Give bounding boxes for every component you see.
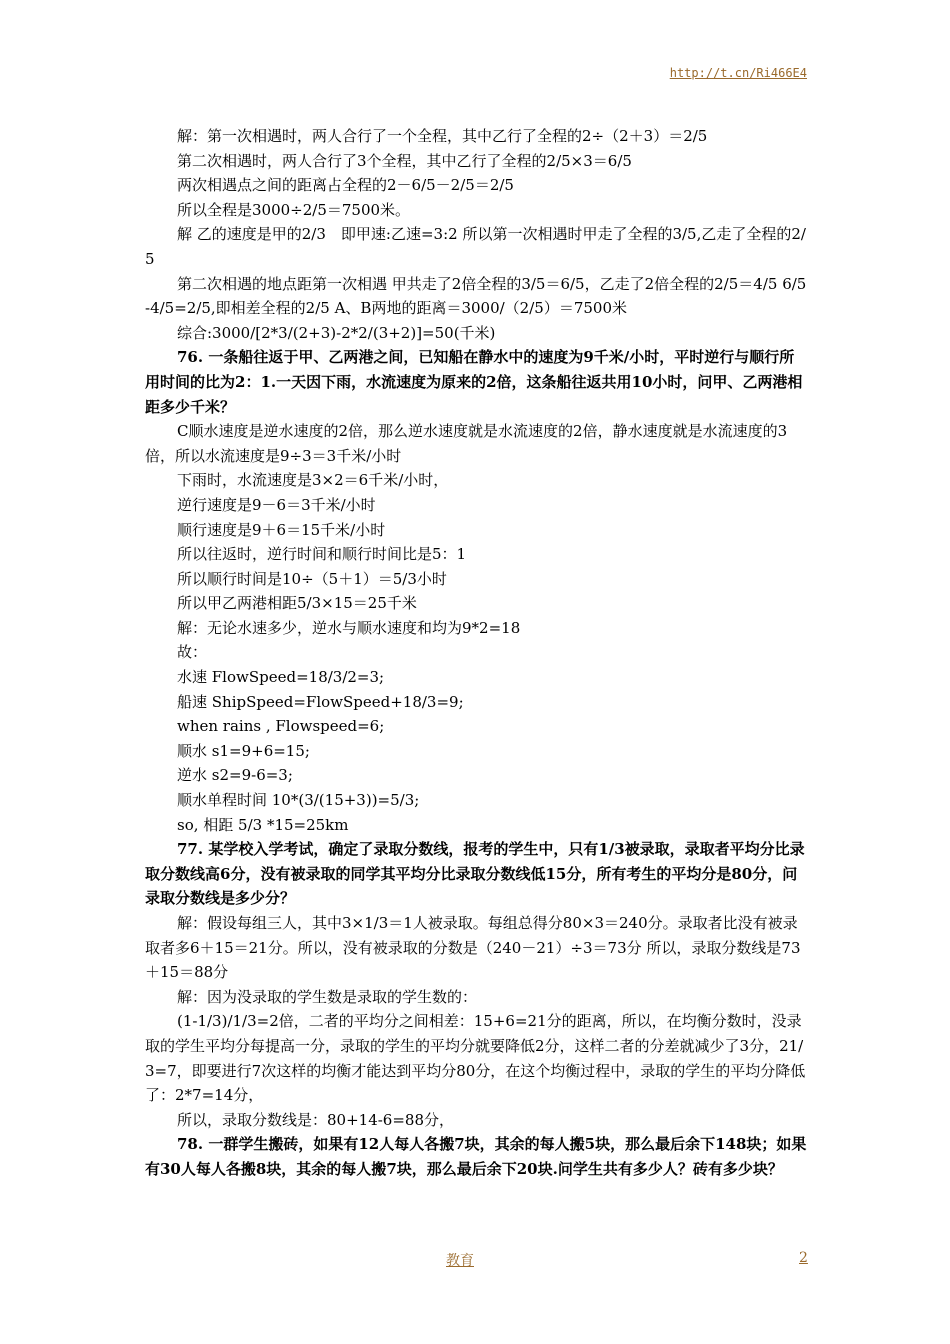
- paragraph: 所以往返时，逆行时间和顺行时间比是5：1: [177, 545, 467, 564]
- paragraph: 第二次相遇的地点距第一次相遇 甲共走了2倍全程的3/5＝6/5，乙走了2倍全程的2/5＝4/5 6/5-4/5=2/5,即相差全程的2/5 A、B两地的距离＝3000/（2/5）＝7500米: [145, 274, 807, 318]
- paragraph: 所以顺行时间是10÷（5＋1）＝5/3小时: [177, 569, 447, 588]
- paragraph: 逆行速度是9－6＝3千米/小时: [177, 495, 376, 514]
- paragraph: 所以，录取分数线是：80+14-6=88分，: [177, 1110, 455, 1129]
- page-number: 2: [799, 1250, 808, 1266]
- paragraph: 顺水单程时间 10*(3/(15+3))=5/3;: [177, 791, 420, 810]
- paragraph: (1-1/3)/1/3=2倍，二者的平均分之间相差：15+6=21分的距离，所以，在均衡分数时，没录取的学生平均分每提高一分，录取的学生的平均分就要降低2分，这样二者的分差就减少了3分，21/3=7，即要进行7次这样的均衡才能达到平均分80分，在这个均衡过程中，录取的学生的平均分降低了：2*7=14分，: [145, 1012, 806, 1105]
- paragraph: 综合:3000/[2*3/(2+3)-2*2/(3+2)]=50(千米): [177, 323, 496, 342]
- paragraph: 故：: [177, 643, 208, 662]
- paragraph: C顺水速度是逆水速度的2倍，那么逆水速度就是水流速度的2倍，静水速度就是水流速度的3倍，所以水流速度是9÷3＝3千米/小时: [145, 422, 788, 465]
- question-78: 78. 一群学生搬砖，如果有12人每人各搬7块，其余的每人搬5块，那么最后余下148块；如果有30人每人各搬8块，其余的每人搬7块，那么最后余下20块.问学生共有多少人？砖有多少块？: [145, 1135, 807, 1178]
- paragraph: 所以甲乙两港相距5/3×15＝25千米: [177, 594, 417, 613]
- document-body: [145, 124, 809, 1182]
- paragraph: 水速 FlowSpeed=18/3/2=3;: [177, 668, 385, 687]
- paragraph: 逆水 s2=9-6=3;: [177, 766, 293, 785]
- paragraph: 解：假设每组三人，其中3×1/3＝1人被录取。每组总得分80×3＝240分。录取者比没有被录取者多6＋15＝21分。所以，没有被录取的分数是（240－21）÷3＝73分 所以，录取分数线是73＋15＝88分: [145, 914, 801, 982]
- paragraph: 顺行速度是9＋6＝15千米/小时: [177, 520, 386, 539]
- paragraph: 解：因为没录取的学生数是录取的学生数的：: [177, 987, 478, 1006]
- paragraph: 两次相遇点之间的距离占全程的2－6/5－2/5＝2/5: [177, 176, 514, 195]
- question-76: 76. 一条船往返于甲、乙两港之间，已知船在静水中的速度为9千米/小时，平时逆行与顺行所用时间的比为2：1.一天因下雨，水流速度为原来的2倍，这条船往返共用10小时，问甲、乙两港相距多少千米？: [145, 348, 803, 416]
- paragraph: 顺水 s1=9+6=15;: [177, 741, 310, 760]
- paragraph: 解 乙的速度是甲的2/3 即甲速:乙速=3:2 所以第一次相遇时甲走了全程的3/5,乙走了全程的2/5: [145, 225, 806, 268]
- paragraph: 第二次相遇时，两人合行了3个全程，其中乙行了全程的2/5×3＝6/5: [177, 151, 632, 170]
- footer-link[interactable]: 教育: [446, 1253, 474, 1269]
- paragraph: 解：第一次相遇时，两人合行了一个全程，其中乙行了全程的2÷（2＋3）＝2/5: [177, 127, 708, 145]
- paragraph: 下雨时，水流速度是3×2＝6千米/小时，: [177, 471, 449, 490]
- paragraph: 船速 ShipSpeed=FlowSpeed+18/3=9;: [177, 692, 464, 711]
- question-77: 77. 某学校入学考试，确定了录取分数线，报考的学生中，只有1/3被录取，录取者平均分比录取分数线高6分，没有被录取的同学其平均分比录取分数线低15分，所有考生的平均分是80分，问录取分数线是多少分？: [145, 840, 805, 908]
- paragraph: so, 相距 5/3 *15=25km: [177, 815, 349, 834]
- paragraph: 解：无论水速多少，逆水与顺水速度和均为9*2=18: [177, 618, 521, 637]
- paragraph: when rains , Flowspeed=6;: [177, 717, 385, 736]
- header-url-link[interactable]: http://t.cn/Ri466E4: [669, 66, 807, 80]
- paragraph: 所以全程是3000÷2/5＝7500米。: [177, 200, 411, 219]
